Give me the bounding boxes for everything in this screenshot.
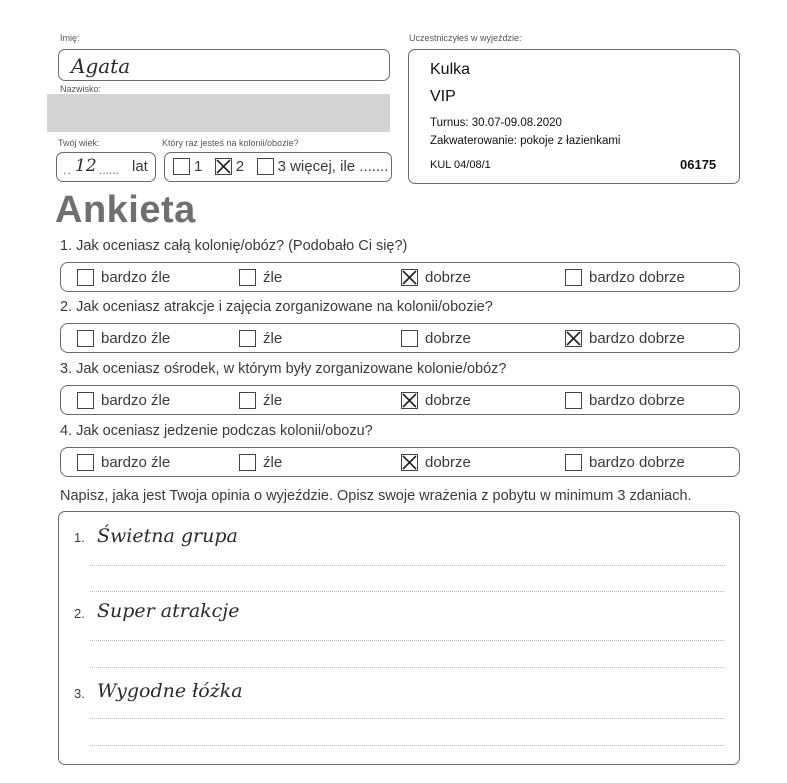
question-3-options <box>60 385 740 415</box>
opinion-prompt: Napisz, jaka jest Twoja opinia o wyjeździe. Opisz swoje wrażenia z pobytu w minimum 3 zdaniach. <box>60 488 692 504</box>
times-checkbox-3[interactable] <box>257 158 274 175</box>
surname-label: Nazwisko: <box>60 84 102 94</box>
rating-option-label: dobrze <box>425 392 471 410</box>
opinion-number-1: 1. <box>74 530 85 545</box>
checkmark-x-icon <box>402 270 417 285</box>
name-label: Imię: <box>60 33 80 43</box>
camp-card-label: Uczestniczyłeś w wyjeździe: <box>409 33 522 43</box>
rating-option-label: bardzo źle <box>101 392 171 410</box>
camp-code: KUL 04/08/1 <box>430 159 491 171</box>
rating-checkbox[interactable] <box>239 330 256 347</box>
rating-option[interactable] <box>239 392 282 410</box>
camp-number: 06175 <box>680 157 717 172</box>
rating-option[interactable] <box>77 269 170 287</box>
rating-option-label: źle <box>263 392 283 410</box>
age-unit: lat <box>132 158 148 175</box>
rating-option-label: bardzo dobrze <box>589 330 685 348</box>
opinion-number-3: 3. <box>74 686 85 701</box>
question-3-text <box>60 361 506 377</box>
name-value: Agata <box>71 54 131 78</box>
opinion-answer-1: Świetna grupa <box>97 525 238 547</box>
rating-option-label: bardzo źle <box>101 330 171 348</box>
rating-checkbox[interactable] <box>565 330 582 347</box>
rating-option-label: bardzo dobrze <box>589 454 685 472</box>
age-field[interactable]: .. 12 ...... lat <box>56 152 156 182</box>
question-2-options <box>60 323 740 353</box>
rating-option[interactable] <box>565 269 685 287</box>
rating-checkbox[interactable] <box>239 269 256 286</box>
rating-option-label: bardzo źle <box>101 454 171 472</box>
rating-option[interactable] <box>239 454 282 472</box>
rating-option[interactable] <box>239 269 282 287</box>
age-value: 12 <box>75 156 97 176</box>
question-number: 3. <box>60 361 73 377</box>
camp-name: Kulka <box>430 61 471 78</box>
age-label: Twój wiek: <box>58 138 100 148</box>
question-label: Jak oceniasz całą kolonię/obóz? (Podobało Ci się?) <box>76 238 408 254</box>
camp-type: VIP <box>430 88 456 105</box>
page-title: Ankieta <box>55 189 196 231</box>
rating-checkbox[interactable] <box>401 330 418 347</box>
rating-option-label: źle <box>263 330 283 348</box>
rating-option[interactable] <box>401 392 471 410</box>
question-1-options <box>60 262 740 292</box>
times-checkbox-1[interactable] <box>173 158 190 175</box>
question-label: Jak oceniasz jedzenie podczas kolonii/obozu? <box>76 423 373 439</box>
question-number: 2. <box>60 299 73 315</box>
question-1-text <box>60 238 407 254</box>
rating-option[interactable] <box>565 392 685 410</box>
rating-checkbox[interactable] <box>239 454 256 471</box>
rating-checkbox[interactable] <box>239 392 256 409</box>
rating-option-label: dobrze <box>425 454 471 472</box>
times-field: 1 2 3 więcej, ile ....... <box>164 152 392 182</box>
rating-checkbox[interactable] <box>77 269 94 286</box>
rating-option-label: źle <box>263 454 283 472</box>
rating-option[interactable] <box>77 454 170 472</box>
rating-option[interactable] <box>77 330 170 348</box>
opinion-box[interactable] <box>58 511 740 765</box>
checkmark-x-icon <box>566 331 581 346</box>
rating-option[interactable] <box>401 269 471 287</box>
rating-checkbox[interactable] <box>401 454 418 471</box>
rating-checkbox[interactable] <box>565 392 582 409</box>
question-number: 1. <box>60 238 73 254</box>
rating-option[interactable] <box>239 330 282 348</box>
checkmark-x-icon <box>402 393 417 408</box>
rating-checkbox[interactable] <box>401 269 418 286</box>
rating-checkbox[interactable] <box>77 330 94 347</box>
rating-checkbox[interactable] <box>565 269 582 286</box>
rating-option[interactable] <box>401 330 471 348</box>
rating-checkbox[interactable] <box>565 454 582 471</box>
checkmark-x-icon <box>402 455 417 470</box>
question-4-options <box>60 447 740 477</box>
question-2-text <box>60 299 493 315</box>
opinion-answer-3: Wygodne łóżka <box>97 680 243 702</box>
times-label: Który raz jesteś na kolonii/obozie? <box>162 138 299 148</box>
rating-option-label: bardzo dobrze <box>589 269 685 287</box>
surname-redaction <box>47 94 390 132</box>
rating-checkbox[interactable] <box>77 454 94 471</box>
rating-option[interactable] <box>401 454 471 472</box>
question-label: Jak oceniasz atrakcje i zajęcia zorganizowane na kolonii/obozie? <box>76 299 493 315</box>
checkmark-x-icon <box>216 159 231 174</box>
question-number: 4. <box>60 423 73 439</box>
rating-option-label: dobrze <box>425 269 471 287</box>
rating-option[interactable] <box>565 454 685 472</box>
rating-option[interactable] <box>565 330 685 348</box>
rating-checkbox[interactable] <box>401 392 418 409</box>
rating-option-label: bardzo dobrze <box>589 392 685 410</box>
camp-turnus: Turnus: 30.07-09.08.2020 <box>430 117 562 129</box>
rating-option-label: dobrze <box>425 330 471 348</box>
rating-option[interactable] <box>77 392 170 410</box>
name-field[interactable] <box>58 49 390 81</box>
opinion-number-2: 2. <box>74 606 85 621</box>
question-label: Jak oceniasz ośrodek, w którym były zorganizowane kolonie/obóz? <box>76 361 507 377</box>
rating-option-label: źle <box>263 269 283 287</box>
camp-accommodation: Zakwaterowanie: pokoje z łazienkami <box>430 135 621 147</box>
rating-option-label: bardzo źle <box>101 269 171 287</box>
rating-checkbox[interactable] <box>77 392 94 409</box>
times-checkbox-2[interactable] <box>215 158 232 175</box>
opinion-answer-2: Super atrakcje <box>97 600 240 622</box>
question-4-text <box>60 423 373 439</box>
